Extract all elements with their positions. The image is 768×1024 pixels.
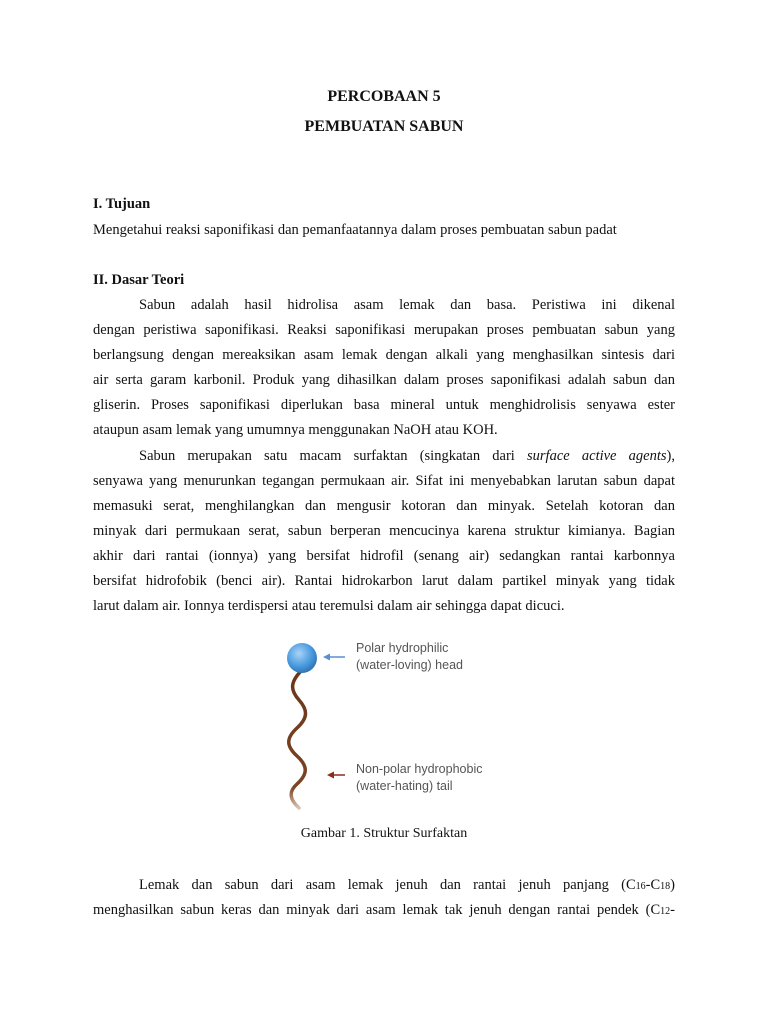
paragraph-line: [139, 877, 675, 894]
paragraph-text: -C: [645, 877, 661, 893]
italic-term: surface active agents: [527, 448, 667, 464]
paragraph-line: ataupun asam lemak yang umumnya menggunakan NaOH atau KOH.: [93, 422, 498, 438]
hydrophobic-tail: [289, 670, 306, 808]
document-title: PERCOBAAN 5: [327, 88, 441, 105]
paragraph-line: senyawa yang menurunkan tegangan permukaan air. Sifat ini menyebabkan larutan sabun dapat: [93, 473, 675, 489]
paragraph-text: ): [670, 877, 675, 893]
section-heading-dasar-teori: II. Dasar Teori: [93, 272, 185, 288]
paragraph-line: berlangsung dengan mereaksikan asam lemak dengan alkali yang menghasilkan sintesis dari: [93, 347, 675, 363]
figure-caption: Gambar 1. Struktur Surfaktan: [300, 826, 468, 841]
subscript: 18: [660, 881, 671, 892]
tail-label-line1: Non-polar hydrophobic: [356, 762, 483, 776]
surfactant-figure: [255, 630, 525, 830]
paragraph-text: -: [670, 902, 675, 918]
tail-label-line2: (water-hating) tail: [356, 779, 453, 793]
section-heading-tujuan: I. Tujuan: [93, 196, 151, 212]
surfactant-diagram: [255, 630, 525, 830]
paragraph-line: bersifat hidrofobik (benci air). Rantai hidrokarbon larut dalam partikel minyak yang tidak: [93, 573, 675, 589]
paragraph-line: minyak dari permukaan serat, sabun berperan mencucinya karena struktur kimianya. Bagian: [93, 523, 675, 539]
paragraph-line: gliserin. Proses saponifikasi diperlukan basa mineral untuk menghidrolisis senyawa ester: [93, 397, 675, 413]
paragraph-line: [93, 902, 675, 919]
subscript: 16: [635, 881, 646, 892]
hydrophilic-head: [287, 643, 317, 673]
paragraph-line: akhir dari rantai (ionnya) yang bersifat hidrofil (senang air) sedangkan rantai karbonnya: [93, 548, 675, 564]
paragraph-text: Sabun merupakan satu macam surfaktan (singkatan dari: [139, 448, 528, 464]
paragraph-line: dengan peristiwa saponifikasi. Reaksi saponifikasi merupakan proses pembuatan sabun yang: [93, 322, 675, 338]
head-label-line2: (water-loving) head: [356, 658, 463, 672]
paragraph-line: memasuki serat, menghilangkan dan mengusir kotoran dan minyak. Setelah kotoran dan: [93, 498, 675, 514]
paragraph-text: menghasilkan sabun keras dan minyak dari asam lemak tak jenuh dengan rantai pendek (C: [93, 902, 661, 918]
paragraph-line: larut dalam air. Ionnya terdispersi atau teremulsi dalam air sehingga dapat dicuci.: [93, 598, 565, 614]
paragraph-line: [139, 448, 675, 465]
tujuan-text: Mengetahui reaksi saponifikasi dan pemanfaatannya dalam proses pembuatan sabun padat: [93, 222, 617, 238]
paragraph-text: ),: [666, 448, 675, 464]
paragraph-line: air serta garam karbonil. Produk yang dihasilkan dalam proses saponifikasi adalah sabun dan: [93, 372, 675, 388]
paragraph-text: Lemak dan sabun dari asam lemak jenuh dan rantai jenuh panjang (C: [139, 877, 636, 893]
subscript: 12: [660, 906, 671, 917]
document-subtitle: PEMBUATAN SABUN: [304, 118, 464, 135]
head-label-line1: Polar hydrophilic: [356, 641, 449, 655]
paragraph-line: Sabun adalah hasil hidrolisa asam lemak dan basa. Peristiwa ini dikenal: [139, 297, 675, 313]
